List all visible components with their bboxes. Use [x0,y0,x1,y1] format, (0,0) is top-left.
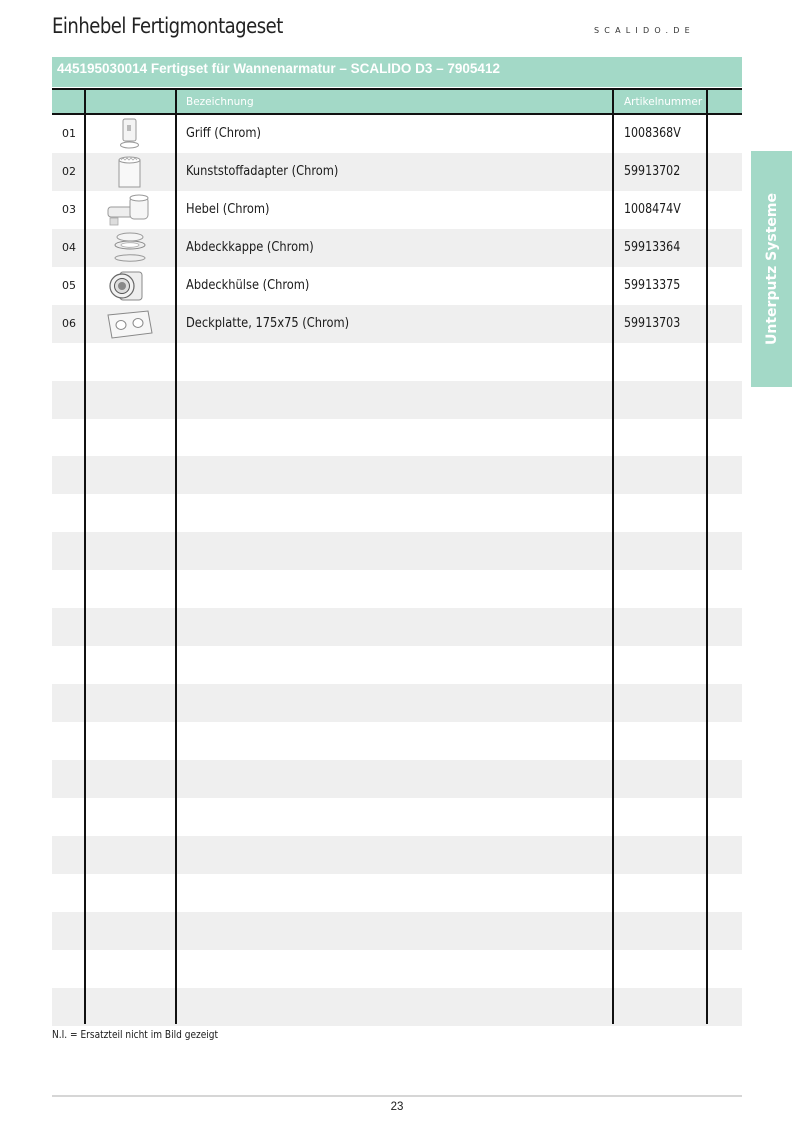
side-tab-label: Unterputz Systeme [763,193,780,345]
footer-divider [52,1095,742,1097]
position-number: 05 [62,278,76,292]
table-row [52,153,742,191]
set-title: 445195030014 Fertigset für Wannenarmatur – SCALIDO D3 – 7905412 [57,61,500,76]
table-row [52,305,742,343]
column-divider [175,88,177,1024]
article-number: 1008368V [624,126,681,141]
position-number: 03 [62,202,76,216]
cover-plate-icon [106,307,154,341]
article-number: 59913375 [624,277,681,293]
position-number: 02 [62,164,76,178]
page-number: 23 [390,1101,404,1113]
article-number: 59913364 [624,239,681,255]
table-row-empty [52,646,742,684]
table-row-empty [52,381,742,419]
table-row [52,115,742,153]
table-row-empty [52,760,742,798]
article-number: 1008474V [624,201,681,217]
table-row-empty [52,343,742,381]
part-description: Abdeckhülse (Chrom) [186,277,310,293]
table-row-empty [52,684,742,722]
table-row [52,267,742,305]
set-title-bar [52,57,742,87]
part-description: Hebel (Chrom) [186,201,270,217]
table-header [52,88,742,115]
section-side-tab [751,151,792,387]
column-header-description: Bezeichnung [186,96,254,108]
handle-cap-icon [106,117,154,151]
table-row-empty [52,836,742,874]
table-row-empty [52,798,742,836]
cover-sleeve-icon [106,269,154,303]
table-row-empty [52,494,742,532]
article-number: 59913702 [624,163,681,179]
table-row-empty [52,570,742,608]
brand-logo: SCALIDO.DE [594,26,695,35]
part-description: Griff (Chrom) [186,126,262,141]
page-title: Einhebel Fertigmontageset [52,14,283,38]
position-number: 01 [62,127,76,140]
table-row-empty [52,722,742,760]
column-divider [706,88,708,1024]
position-number: 04 [62,240,76,254]
table-row-empty [52,874,742,912]
table-row-empty [52,988,742,1026]
table-row [52,229,742,267]
table-row-empty [52,912,742,950]
part-description: Abdeckkappe (Chrom) [186,239,314,255]
column-divider [612,88,614,1024]
table-row-empty [52,608,742,646]
column-header-article: Artikelnummer [624,96,703,108]
cover-cap-icon [106,231,154,265]
column-divider [84,88,86,1024]
table-row-empty [52,532,742,570]
parts-table [52,88,742,1026]
table-row-empty [52,456,742,494]
table-row [52,191,742,229]
table-row-empty [52,419,742,457]
part-description: Deckplatte, 175x75 (Chrom) [186,315,350,331]
position-number: 06 [62,316,76,330]
part-description: Kunststoffadapter (Chrom) [186,163,339,179]
table-row-empty [52,950,742,988]
article-number: 59913703 [624,315,681,331]
footnote: N.I. = Ersatzteil nicht im Bild gezeigt [52,1029,219,1041]
table-body [52,115,742,1026]
plastic-adapter-icon [106,155,154,189]
lever-icon [106,193,154,227]
